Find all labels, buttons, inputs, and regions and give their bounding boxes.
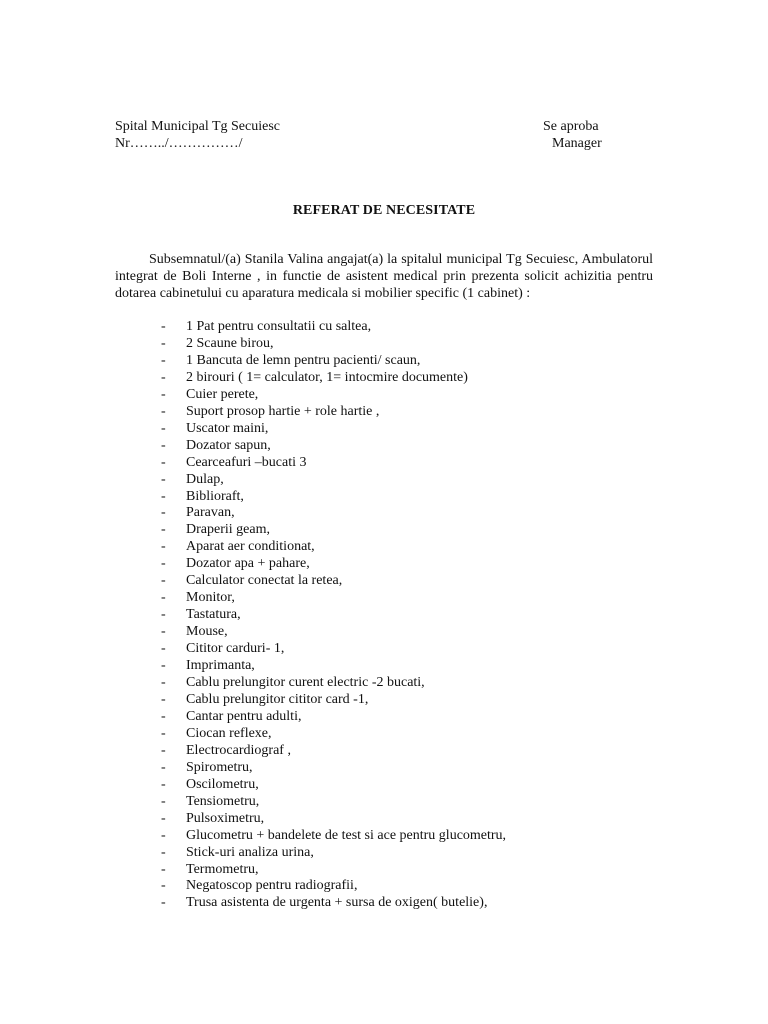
equipment-list	[0, 319, 506, 912]
list-item	[0, 455, 506, 472]
list-item-text: Pulsoximetru,	[186, 810, 265, 826]
list-item-text: Cearceafuri –bucati 3	[186, 454, 307, 470]
list-bullet: -	[161, 437, 166, 453]
list-item	[0, 573, 506, 590]
registration-number: Nr……../……………/	[115, 136, 243, 151]
list-bullet: -	[161, 607, 166, 623]
list-item-text: Tensiometru,	[186, 793, 260, 809]
list-bullet: -	[161, 573, 166, 589]
list-bullet: -	[161, 624, 166, 640]
list-item-text: Dulap,	[186, 471, 224, 487]
list-item	[0, 895, 506, 912]
list-item-text: Negatoscop pentru radiografii,	[186, 878, 358, 894]
list-item	[0, 336, 506, 353]
list-bullet: -	[161, 352, 166, 368]
list-item	[0, 353, 506, 370]
list-item-text: Glucometru + bandelete de test si ace pentru glucometru,	[186, 827, 507, 843]
list-bullet: -	[161, 488, 166, 504]
list-item-text: Stick-uri analiza urina,	[186, 844, 314, 860]
list-item	[0, 828, 506, 845]
list-bullet: -	[161, 759, 166, 775]
list-item-text: Calculator conectat la retea,	[186, 573, 343, 589]
list-bullet: -	[161, 878, 166, 894]
header-right	[543, 118, 602, 152]
list-bullet: -	[161, 369, 166, 385]
list-item-text: Mouse,	[186, 624, 228, 640]
list-item-text: Electrocardiograf ,	[186, 742, 291, 758]
list-item-text: Cablu prelungitor cititor card -1,	[186, 691, 369, 707]
list-bullet: -	[161, 454, 166, 470]
list-item-text: Termometru,	[186, 861, 259, 877]
list-bullet: -	[161, 844, 166, 860]
list-item-text: Dozator sapun,	[186, 437, 271, 453]
list-item	[0, 404, 506, 421]
list-item	[0, 743, 506, 760]
list-item-text: Biblioraft,	[186, 488, 244, 504]
list-item-text: Cablu prelungitor curent electric -2 bucati,	[186, 675, 425, 691]
approver-label: Manager	[552, 136, 602, 151]
list-item	[0, 641, 506, 658]
list-item-text: 2 Scaune birou,	[186, 335, 274, 351]
list-item	[0, 709, 506, 726]
list-item-text: Spirometru,	[186, 759, 253, 775]
list-item	[0, 862, 506, 879]
list-bullet: -	[161, 861, 166, 877]
list-bullet: -	[161, 505, 166, 521]
list-item-text: Cuier perete,	[186, 386, 259, 402]
list-item-text: Cantar pentru adulti,	[186, 708, 302, 724]
list-item	[0, 794, 506, 811]
list-item-text: Monitor,	[186, 590, 235, 606]
list-bullet: -	[161, 386, 166, 402]
list-item-text: Imprimanta,	[186, 658, 255, 674]
list-item	[0, 370, 506, 387]
list-bullet: -	[161, 827, 166, 843]
list-item	[0, 607, 506, 624]
list-item	[0, 489, 506, 506]
list-item	[0, 472, 506, 489]
list-item-text: Cititor carduri- 1,	[186, 641, 285, 657]
list-bullet: -	[161, 895, 166, 911]
list-item	[0, 319, 506, 336]
list-item	[0, 845, 506, 862]
list-bullet: -	[161, 556, 166, 572]
list-item	[0, 760, 506, 777]
list-item	[0, 624, 506, 641]
list-bullet: -	[161, 793, 166, 809]
list-item	[0, 590, 506, 607]
list-item-text: 1 Bancuta de lemn pentru pacienti/ scaun,	[186, 352, 421, 368]
list-bullet: -	[161, 335, 166, 351]
list-bullet: -	[161, 776, 166, 792]
list-item	[0, 658, 506, 675]
list-item-text: 2 birouri ( 1= calculator, 1= intocmire documente)	[186, 369, 468, 385]
list-bullet: -	[161, 691, 166, 707]
list-item-text: Trusa asistenta de urgenta + sursa de oxigen( butelie),	[186, 895, 488, 911]
list-item-text: Uscator maini,	[186, 420, 269, 436]
list-bullet: -	[161, 675, 166, 691]
list-item-text: 1 Pat pentru consultatii cu saltea,	[186, 319, 372, 334]
list-item-text: Ciocan reflexe,	[186, 725, 272, 741]
list-item-text: Tastatura,	[186, 607, 241, 623]
list-item	[0, 692, 506, 709]
list-item	[0, 675, 506, 692]
list-item-text: Paravan,	[186, 505, 235, 521]
list-bullet: -	[161, 522, 166, 538]
list-item	[0, 438, 506, 455]
list-item-text: Dozator apa + pahare,	[186, 556, 310, 572]
list-item	[0, 421, 506, 438]
list-bullet: -	[161, 403, 166, 419]
institution-name: Spital Municipal Tg Secuiesc	[115, 119, 280, 134]
list-item	[0, 505, 506, 522]
list-bullet: -	[161, 810, 166, 826]
list-item	[0, 878, 506, 895]
list-bullet: -	[161, 471, 166, 487]
list-item-text: Oscilometru,	[186, 776, 259, 792]
list-bullet: -	[161, 708, 166, 724]
list-item	[0, 387, 506, 404]
list-item	[0, 539, 506, 556]
list-item	[0, 522, 506, 539]
list-item-text: Aparat aer conditionat,	[186, 539, 315, 555]
list-bullet: -	[161, 641, 166, 657]
list-bullet: -	[161, 590, 166, 606]
header-left	[115, 118, 280, 152]
list-item	[0, 811, 506, 828]
list-bullet: -	[161, 319, 166, 334]
list-item-text: Suport prosop hartie + role hartie ,	[186, 403, 380, 419]
list-item	[0, 726, 506, 743]
list-bullet: -	[161, 420, 166, 436]
list-item	[0, 777, 506, 794]
list-bullet: -	[161, 725, 166, 741]
list-item-text: Draperii geam,	[186, 522, 270, 538]
list-item	[0, 556, 506, 573]
approval-label: Se aproba	[543, 119, 599, 134]
intro-paragraph: Subsemnatul/(a) Stanila Valina angajat(a) la spitalul municipal Tg Secuiesc, Ambulatorul integrat de Boli Interne , in functie de asistent medical prin prezenta solicit achizitia pentru dotarea cabinetului cu aparatura medicala si mobilier specific (1 cabinet) :	[115, 252, 653, 301]
document-title: REFERAT DE NECESITATE	[292, 203, 476, 218]
list-bullet: -	[161, 658, 166, 674]
list-bullet: -	[161, 539, 166, 555]
list-bullet: -	[161, 742, 166, 758]
